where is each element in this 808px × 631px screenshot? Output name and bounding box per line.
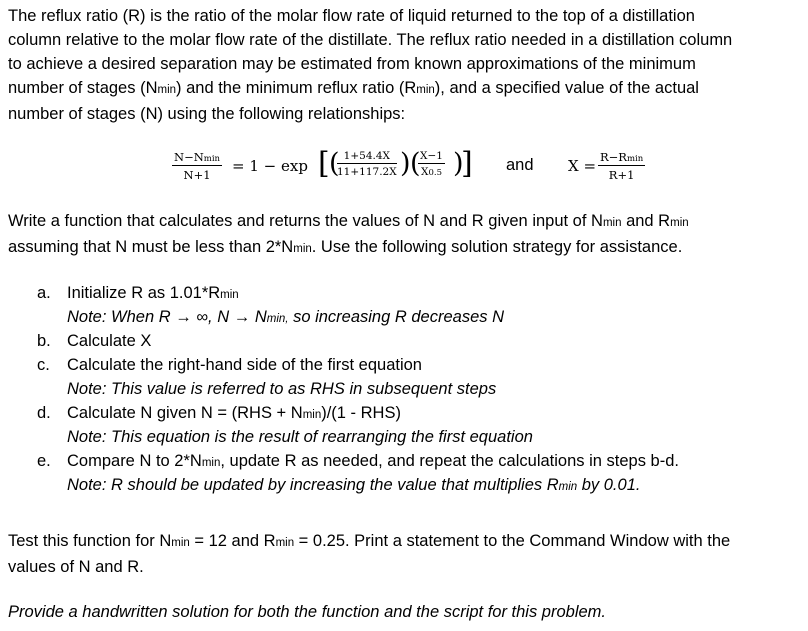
fraction-2: $\frac{X-1}{X0.5}$ [420,150,443,178]
left-paren-1: ( [329,148,340,179]
test-line-1: Test this function for Nmin = 12 and Rmin = 0.25. Print a statement to the Command Window with the [8,532,731,550]
equals-exp: = 1 − exp [232,157,308,175]
steps-list [0,281,808,497]
closing-instruction: Provide a handwritten solution for both the function and the script for this problem. [8,603,607,621]
task-paragraph [8,209,808,261]
intro-line-3: to achieve a desired separation may be estimated from known approximations of the minimum [8,55,696,73]
and-word: and [506,156,534,174]
step-marker: d. [37,404,51,422]
step-marker: b. [37,332,51,350]
step-c: c. Calculate the right-hand side of the first equation [0,353,808,377]
x-equals: X = [568,157,597,175]
intro-line-5: number of stages (N) using the following relationships: [8,105,406,123]
task-line-1: Write a function that calculates and returns the values of N and R given input of Nmin and Rmin [8,212,689,230]
arrow-icon: → [229,308,255,326]
step-marker: a. [37,284,51,302]
left-bracket: [ [318,146,330,181]
step-marker: c. [37,356,50,374]
right-bracket: ] [461,146,473,181]
test-paragraph [8,529,808,579]
step-a: a. Initialize R as 1.01*Rmin [0,281,808,305]
equation-block [0,146,808,196]
test-line-2: values of N and R. [8,558,144,576]
step-d-note: Note: This equation is the result of rearranging the first equation [67,428,533,446]
right-paren-1: ) [400,148,411,179]
arrow-icon: → [170,308,197,326]
intro-line-2: column relative to the molar flow rate of the distillate. The reflux ratio needed in a distillation column [8,31,733,49]
step-a-note: Note: When R → ∞, N → Nmin, so increasing R decreases N [67,308,504,326]
step-d: d. Calculate N given N = (RHS + Nmin)/(1 - RHS) [0,401,808,425]
left-paren-2: ( [410,148,421,179]
intro-line-4: number of stages (Nmin) and the minimum reflux ratio (Rmin), and a specified value of the actual [8,79,699,97]
fraction-1: $\frac{1+54.4X}{11+117.2X}$ [337,150,397,178]
intro-paragraph [8,4,808,126]
lhs-fraction: N−Nmin N+1 [174,150,221,182]
step-e: e. Compare N to 2*Nmin, update R as needed, and repeat the calculations in steps b-d. [0,449,808,473]
step-b: b. Calculate X [0,329,808,353]
intro-line-1: The reflux ratio (R) is the ratio of the molar flow rate of liquid returned to the top of a distillation [8,7,695,25]
step-e-note: Note: R should be updated by increasing the value that multiplies Rmin by 0.01. [67,476,641,494]
right-paren-2: ) [453,148,464,179]
step-c-note: Note: This value is referred to as RHS in subsequent steps [67,380,497,398]
task-line-2: assuming that N must be less than 2*Nmin. Use the following solution strategy for assistance. [8,238,683,256]
rhs-fraction: R−Rmin R+1 [600,150,644,182]
step-marker: e. [37,452,51,470]
